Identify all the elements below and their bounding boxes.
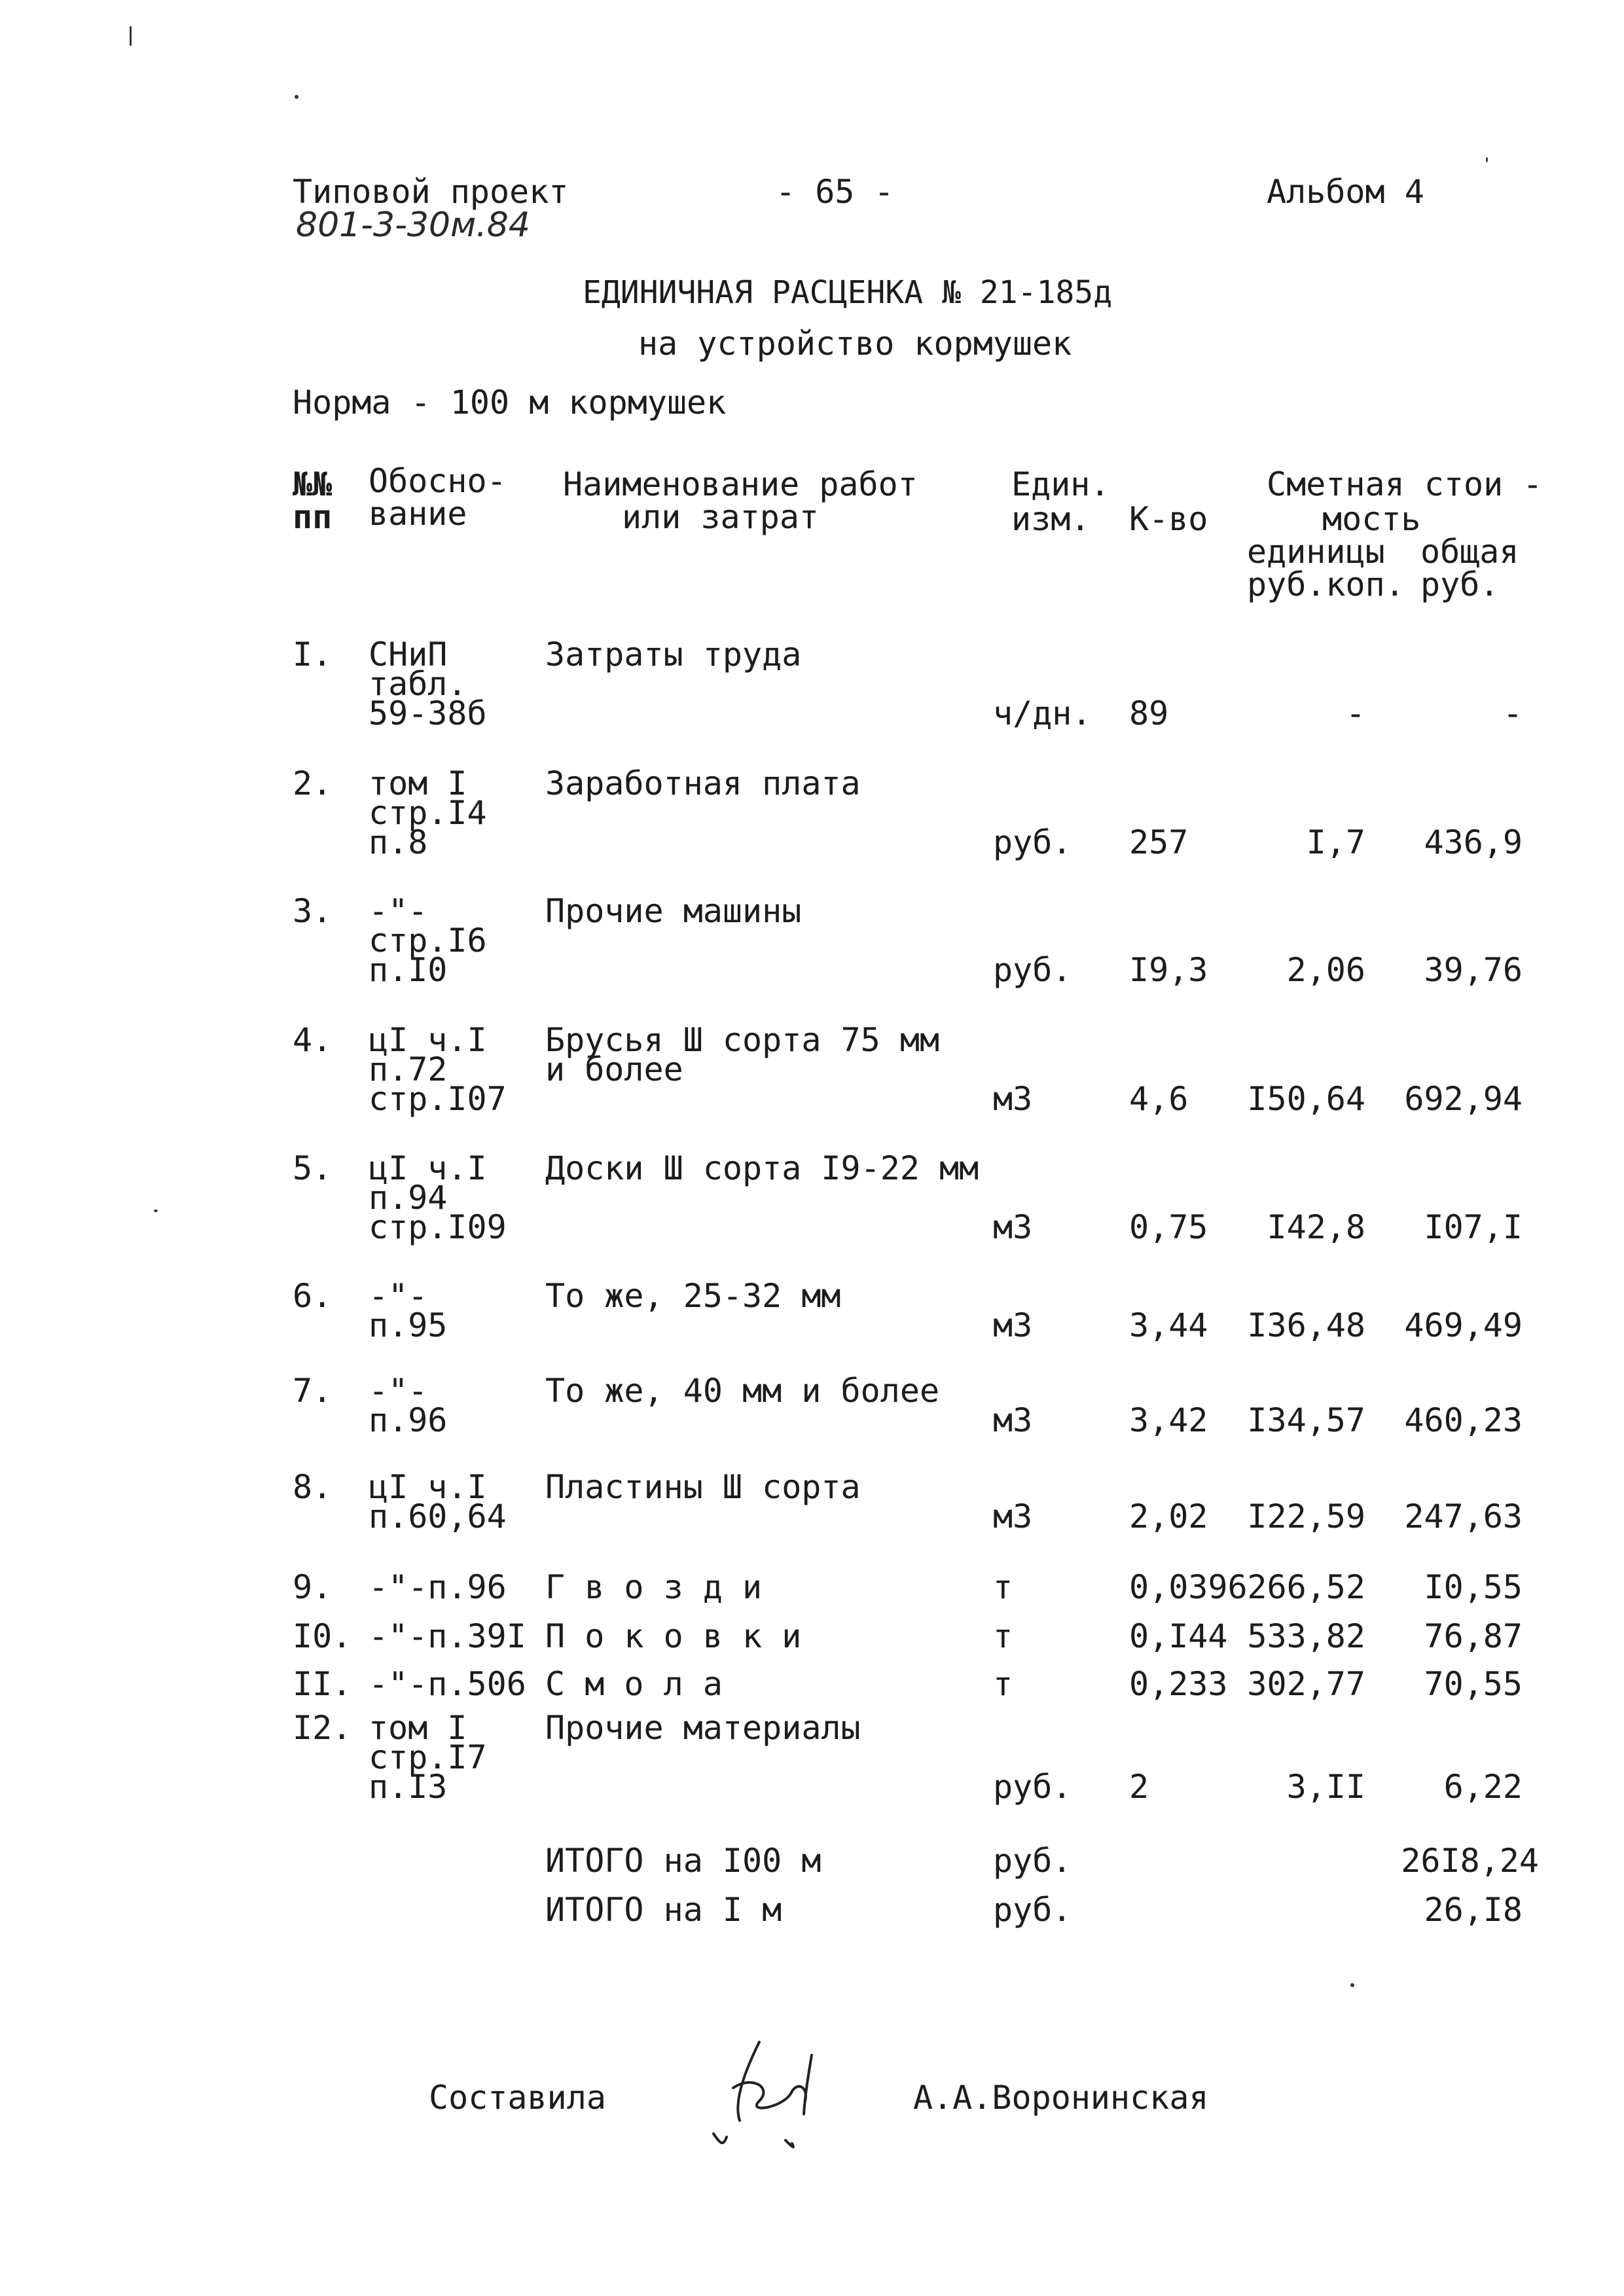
row-unit-price: I34,57 bbox=[1247, 1401, 1365, 1439]
col-unit-line2: изм. bbox=[1011, 500, 1091, 538]
row-basis: -"- bbox=[369, 1277, 428, 1315]
row-name: С м о л а bbox=[545, 1665, 723, 1703]
row-total: 247,63 bbox=[1404, 1498, 1523, 1535]
row-unit: м3 bbox=[993, 1080, 1033, 1118]
row-basis: стр.I6 bbox=[369, 922, 487, 960]
row-unit: т bbox=[993, 1617, 1013, 1655]
row-name: Брусья Ш сорта 75 мм bbox=[545, 1021, 940, 1059]
total-100m-label: ИТОГО на I00 м bbox=[545, 1842, 821, 1880]
row-unit: т bbox=[993, 1568, 1013, 1606]
album-number: Альбом 4 bbox=[1267, 173, 1424, 211]
col-name-line1: Наименование работ bbox=[563, 465, 918, 503]
row-unit-price: I50,64 bbox=[1247, 1080, 1365, 1118]
project-label: Типовой проект bbox=[293, 173, 569, 211]
row-basis: стр.I7 bbox=[369, 1738, 487, 1776]
row-name: То же, 40 мм и более bbox=[545, 1372, 940, 1410]
row-unit-price: 533,82 bbox=[1247, 1617, 1365, 1655]
row-unit-price: - bbox=[1345, 694, 1365, 732]
row-basis: п.I3 bbox=[369, 1768, 448, 1806]
scan-mark bbox=[130, 26, 132, 46]
row-number: 2. bbox=[293, 764, 333, 802]
row-unit-price: I22,59 bbox=[1247, 1498, 1365, 1535]
signature bbox=[694, 2029, 838, 2160]
col-basis-line2: вание bbox=[369, 495, 467, 533]
row-number: 5. bbox=[293, 1149, 333, 1187]
col-cost-total-line1: общая bbox=[1420, 533, 1519, 571]
row-basis: 59-38б bbox=[369, 694, 487, 732]
row-unit-price: I36,48 bbox=[1247, 1306, 1365, 1344]
row-basis: табл. bbox=[369, 665, 467, 703]
row-basis: п.94 bbox=[369, 1179, 448, 1217]
row-basis: цI ч.I bbox=[369, 1468, 487, 1506]
row-basis: п.60,64 bbox=[369, 1498, 507, 1535]
row-number: 3. bbox=[293, 892, 333, 930]
row-number: 9. bbox=[293, 1568, 333, 1606]
row-total: 39,76 bbox=[1424, 951, 1523, 989]
row-unit-price: 302,77 bbox=[1247, 1665, 1365, 1703]
scan-speck bbox=[1486, 157, 1488, 162]
total-1m-unit: руб. bbox=[993, 1891, 1072, 1929]
row-basis: стр.I07 bbox=[369, 1080, 507, 1118]
row-name: То же, 25-32 мм bbox=[545, 1277, 841, 1315]
row-unit: руб. bbox=[993, 1768, 1072, 1806]
row-basis: -"- bbox=[369, 892, 428, 930]
row-basis: том I bbox=[369, 764, 467, 802]
row-total: I0,55 bbox=[1424, 1568, 1523, 1606]
col-name-line2: или затрат bbox=[622, 498, 820, 536]
row-name: Пластины Ш сорта bbox=[545, 1468, 861, 1506]
col-cost-unit-line2: руб.коп. bbox=[1247, 565, 1405, 603]
col-cost-line1: Сметная стои - bbox=[1267, 465, 1543, 503]
row-unit-price: I,7 bbox=[1306, 823, 1365, 861]
row-qty: 257 bbox=[1129, 823, 1189, 861]
row-name: Заработная плата bbox=[545, 764, 861, 802]
row-qty: 0,75 bbox=[1129, 1208, 1208, 1246]
row-unit: м3 bbox=[993, 1498, 1033, 1535]
scan-speck bbox=[295, 95, 298, 99]
row-total: 76,87 bbox=[1424, 1617, 1523, 1655]
row-number: I0. bbox=[293, 1617, 352, 1655]
row-unit: руб. bbox=[993, 951, 1072, 989]
row-basis: СНиП bbox=[369, 636, 448, 673]
row-basis: стр.I4 bbox=[369, 794, 487, 832]
row-name: Доски Ш сорта I9-22 мм bbox=[545, 1149, 979, 1187]
row-unit: руб. bbox=[993, 823, 1072, 861]
row-basis: -"-п.506 bbox=[369, 1665, 526, 1703]
page-subtitle: на устройство кормушек bbox=[638, 325, 1072, 363]
row-name: Г в о з д и bbox=[545, 1568, 763, 1606]
row-number: 4. bbox=[293, 1021, 333, 1059]
row-unit: ч/дн. bbox=[993, 694, 1092, 732]
compiled-label: Составила bbox=[429, 2079, 606, 2117]
col-qty: К-во bbox=[1129, 500, 1208, 538]
row-qty: 3,44 bbox=[1129, 1306, 1208, 1344]
col-num-line2: пп bbox=[293, 498, 333, 536]
total-1m-value: 26,I8 bbox=[1424, 1891, 1523, 1929]
row-number: I2. bbox=[293, 1709, 352, 1747]
row-total: - bbox=[1502, 694, 1523, 732]
row-number: 7. bbox=[293, 1372, 333, 1410]
row-basis: -"-п.39I bbox=[369, 1617, 526, 1655]
row-number: I. bbox=[293, 636, 333, 673]
col-num-line1: №№ bbox=[293, 465, 333, 503]
row-basis: цI ч.I bbox=[369, 1149, 487, 1187]
row-qty: 0,I44 bbox=[1129, 1617, 1228, 1655]
scan-speck bbox=[1350, 1983, 1354, 1987]
row-name: и более bbox=[545, 1050, 683, 1088]
row-basis: -"- bbox=[369, 1372, 428, 1410]
row-basis: том I bbox=[369, 1709, 467, 1747]
row-total: 6,22 bbox=[1443, 1768, 1523, 1806]
row-basis: п.I0 bbox=[369, 951, 448, 989]
col-cost-line2: мость bbox=[1322, 500, 1421, 538]
row-unit-price: 3,II bbox=[1286, 1768, 1365, 1806]
row-total: 70,55 bbox=[1424, 1665, 1523, 1703]
row-name: Затраты труда bbox=[545, 636, 802, 673]
col-cost-total-line2: руб. bbox=[1420, 565, 1500, 603]
row-qty: 2 bbox=[1129, 1768, 1149, 1806]
page-title: ЕДИНИЧНАЯ РАСЦЕНКА № 21-185д bbox=[583, 274, 1113, 311]
row-number: 6. bbox=[293, 1277, 333, 1315]
row-qty: 2,02 bbox=[1129, 1498, 1208, 1535]
row-qty: 3,42 bbox=[1129, 1401, 1208, 1439]
row-total: 692,94 bbox=[1404, 1080, 1523, 1118]
col-cost-unit-line1: единицы bbox=[1247, 533, 1385, 571]
row-basis: п.72 bbox=[369, 1050, 448, 1088]
row-basis: п.95 bbox=[369, 1306, 448, 1344]
project-code: 801-3-30м.84 bbox=[296, 206, 530, 245]
row-qty: 89 bbox=[1129, 694, 1169, 732]
row-total: I07,I bbox=[1424, 1208, 1523, 1246]
row-qty: I9,3 bbox=[1129, 951, 1208, 989]
row-unit-price: I42,8 bbox=[1267, 1208, 1365, 1246]
row-basis: -"-п.96 bbox=[369, 1568, 507, 1606]
row-total: 436,9 bbox=[1424, 823, 1523, 861]
row-unit: м3 bbox=[993, 1306, 1033, 1344]
row-total: 460,23 bbox=[1404, 1401, 1523, 1439]
row-number: 8. bbox=[293, 1468, 333, 1506]
row-qty: 0,0396 bbox=[1129, 1568, 1248, 1606]
row-basis: цI ч.I bbox=[369, 1021, 487, 1059]
row-basis: п.8 bbox=[369, 823, 428, 861]
compiler-name: А.А.Воронинская bbox=[913, 2079, 1209, 2117]
row-qty: 0,233 bbox=[1129, 1665, 1228, 1703]
row-qty: 4,6 bbox=[1129, 1080, 1189, 1118]
row-name: Прочие машины bbox=[545, 892, 802, 930]
norm-line: Норма - 100 м кормушек bbox=[293, 384, 727, 422]
col-basis-line1: Обосно- bbox=[369, 462, 507, 500]
row-unit-price: 266,52 bbox=[1247, 1568, 1365, 1606]
total-1m-label: ИТОГО на I м bbox=[545, 1891, 782, 1929]
row-number: II. bbox=[293, 1665, 352, 1703]
scan-speck bbox=[154, 1210, 158, 1212]
col-unit-line1: Един. bbox=[1011, 465, 1110, 503]
row-unit: м3 bbox=[993, 1401, 1033, 1439]
row-unit: м3 bbox=[993, 1208, 1033, 1246]
total-100m-value: 26I8,24 bbox=[1401, 1842, 1539, 1880]
row-unit: т bbox=[993, 1665, 1013, 1703]
total-100m-unit: руб. bbox=[993, 1842, 1072, 1880]
row-name: П о к о в к и bbox=[545, 1617, 802, 1655]
row-name: Прочие материалы bbox=[545, 1709, 861, 1747]
row-basis: стр.I09 bbox=[369, 1208, 507, 1246]
row-unit-price: 2,06 bbox=[1286, 951, 1365, 989]
row-basis: п.96 bbox=[369, 1401, 448, 1439]
row-total: 469,49 bbox=[1404, 1306, 1523, 1344]
page-number: - 65 - bbox=[776, 173, 894, 211]
